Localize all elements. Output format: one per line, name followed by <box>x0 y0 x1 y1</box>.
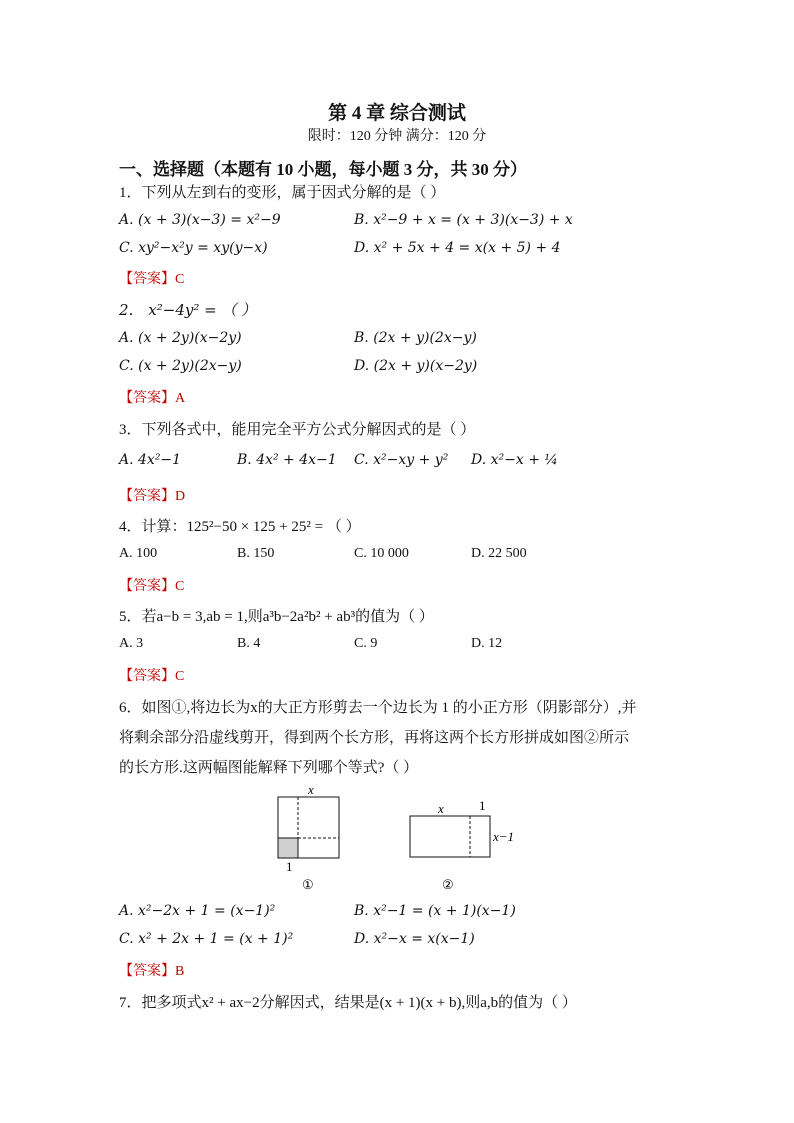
figure-2-label-x: x <box>438 801 444 816</box>
question-1-option-d: D. x² + 5x + 4 = x(x + 5) + 4 <box>354 240 561 256</box>
question-2-option-b: B. (2x + y)(2x−y) <box>354 330 477 346</box>
question-4-option-b: B. 150 <box>237 546 275 561</box>
figure-2-caption: ② <box>442 877 454 892</box>
question-5-option-b: B. 4 <box>237 636 261 651</box>
question-5-option-c: C. 9 <box>354 636 378 651</box>
figure-1-label-x: x <box>308 782 314 797</box>
question-4-option-c: C. 10 000 <box>354 546 409 561</box>
question-4-answer: 【答案】C <box>119 579 185 594</box>
question-5-option-a: A. 3 <box>119 636 144 651</box>
question-6-option-c: C. x² + 2x + 1 = (x + 1)² <box>119 931 294 947</box>
question-6-option-d: D. x²−x = x(x−1) <box>354 931 475 947</box>
question-6-stem-line-1: 6．如图①,将边长为x的大正方形剪去一个边长为 1 的小正方形（阴影部分）,并 <box>119 700 637 716</box>
page-title: 第 4 章 综合测试 <box>328 103 466 124</box>
question-2-option-d: D. (2x + y)(x−2y) <box>354 358 478 374</box>
question-4-stem: 4．计算：125²−50 × 125 + 25² = （ ） <box>119 519 361 535</box>
figure-2-rectangle <box>410 816 490 857</box>
question-3-option-b: B. 4x² + 4x−1 <box>237 452 337 468</box>
figure-2-label-1: 1 <box>479 798 486 813</box>
question-6-answer: 【答案】B <box>119 964 185 979</box>
question-3-option-c: C. x²−xy + y² <box>354 452 449 468</box>
question-2-answer: 【答案】A <box>119 391 186 406</box>
question-1-answer: 【答案】C <box>119 272 185 287</box>
question-6-stem-line-3: 的长方形.这两幅图能解释下列哪个等式?（ ） <box>119 760 419 776</box>
figure-1-shaded-square <box>278 838 298 858</box>
page-subtitle: 限时：120 分钟 满分：120 分 <box>307 129 487 144</box>
figure-1-caption: ① <box>302 877 314 892</box>
figure-2-label-x-minus-1: x−1 <box>493 829 515 844</box>
question-7-stem: 7．把多项式x² + ax−2分解因式，结果是(x + 1)(x + b),则a,b的值为（ ） <box>119 995 577 1011</box>
question-1-option-b: B. x²−9 + x = (x + 3)(x−3) + x <box>354 212 573 228</box>
question-4-option-d: D. 22 500 <box>471 546 527 561</box>
question-4-option-a: A. 100 <box>119 546 158 561</box>
question-6-figure <box>270 782 530 894</box>
question-5-answer: 【答案】C <box>119 669 185 684</box>
question-3-stem: 3．下列各式中，能用完全平方公式分解因式的是（ ） <box>119 422 476 438</box>
question-6-option-a: A. x²−2x + 1 = (x−1)² <box>119 903 276 919</box>
section-title: 一、选择题（本题有 10 小题，每小题 3 分，共 30 分） <box>119 160 527 179</box>
question-1-option-a: A. (x + 3)(x−3) = x²−9 <box>119 212 281 228</box>
question-6-stem-line-2: 将剩余部分沿虚线剪开，得到两个长方形，再将这两个长方形拼成如图②所示 <box>119 730 630 746</box>
question-3-option-a: A. 4x²−1 <box>119 452 182 468</box>
figure-1-label-1: 1 <box>286 859 293 874</box>
question-1-option-c: C. xy²−x²y = xy(y−x) <box>119 240 268 256</box>
question-3-answer: 【答案】D <box>119 489 186 504</box>
question-2-option-c: C. (x + 2y)(2x−y) <box>119 358 242 374</box>
question-6-option-b: B. x²−1 = (x + 1)(x−1) <box>354 903 516 919</box>
question-5-stem: 5．若a−b = 3,ab = 1,则a³b−2a²b² + ab³的值为（ ） <box>119 609 434 625</box>
question-2-stem: 2． x²−4y² = （ ） <box>119 301 257 319</box>
question-3-option-d: D. x²−x + ¼ <box>471 452 558 468</box>
question-1-stem: 1．下列从左到右的变形，属于因式分解的是（ ） <box>119 185 446 201</box>
question-2-option-a: A. (x + 2y)(x−2y) <box>119 330 242 346</box>
question-5-option-d: D. 12 <box>471 636 503 651</box>
